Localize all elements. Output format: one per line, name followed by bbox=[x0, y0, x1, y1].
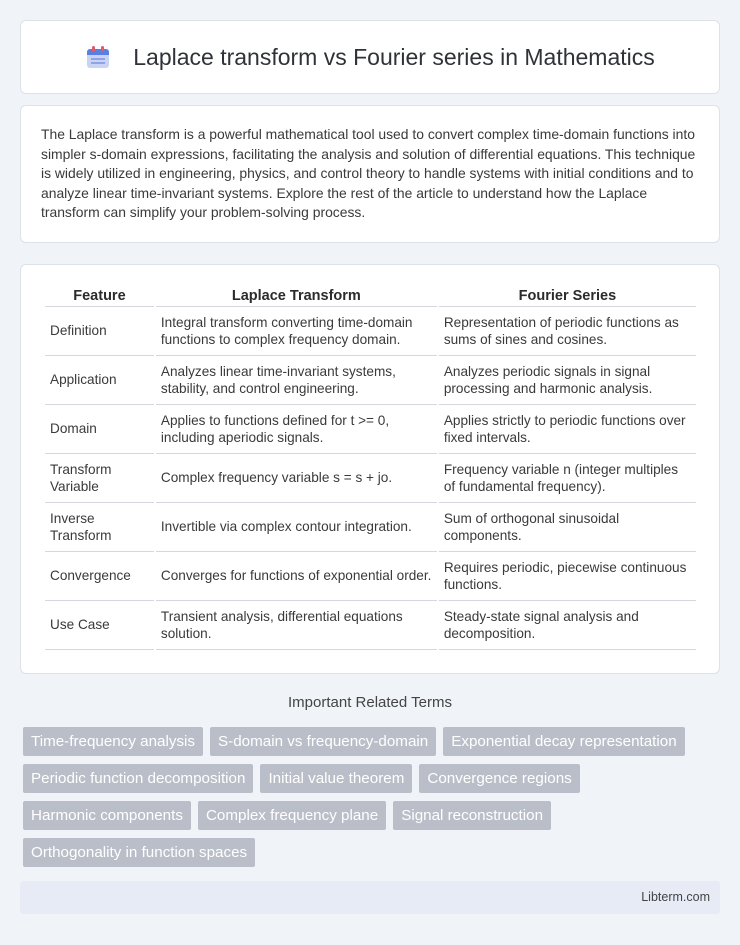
feature-cell: Inverse Transform bbox=[45, 503, 154, 552]
related-term-tag[interactable]: Complex frequency plane bbox=[198, 801, 386, 830]
footer bbox=[20, 881, 720, 914]
feature-cell: Transform Variable bbox=[45, 454, 154, 503]
table-row bbox=[45, 503, 696, 552]
table-row bbox=[45, 356, 696, 405]
column-header: Feature bbox=[45, 285, 154, 307]
comparison-table bbox=[43, 285, 698, 650]
table-row bbox=[45, 405, 696, 454]
laplace-cell: Integral transform converting time-domain functions to complex frequency domain. bbox=[156, 307, 437, 356]
header-card bbox=[20, 20, 720, 94]
feature-cell: Use Case bbox=[45, 601, 154, 650]
page-title: Laplace transform vs Fourier series in Mathematics bbox=[133, 43, 655, 70]
calendar-icon bbox=[85, 44, 111, 70]
feature-cell: Application bbox=[45, 356, 154, 405]
fourier-cell: Requires periodic, piecewise continuous functions. bbox=[439, 552, 696, 601]
laplace-cell: Applies to functions defined for t >= 0, including aperiodic signals. bbox=[156, 405, 437, 454]
fourier-cell: Representation of periodic functions as sums of sines and cosines. bbox=[439, 307, 696, 356]
table-header-row bbox=[45, 285, 696, 307]
feature-cell: Convergence bbox=[45, 552, 154, 601]
table-row bbox=[45, 454, 696, 503]
laplace-cell: Invertible via complex contour integration. bbox=[156, 503, 437, 552]
feature-cell: Domain bbox=[45, 405, 154, 454]
fourier-cell: Sum of orthogonal sinusoidal components. bbox=[439, 503, 696, 552]
related-term-tag[interactable]: Periodic function decomposition bbox=[23, 764, 253, 793]
fourier-cell: Frequency variable n (integer multiples of fundamental frequency). bbox=[439, 454, 696, 503]
related-term-tag[interactable]: Initial value theorem bbox=[260, 764, 412, 793]
fourier-cell: Analyzes periodic signals in signal processing and harmonic analysis. bbox=[439, 356, 696, 405]
fourier-cell: Steady-state signal analysis and decomposition. bbox=[439, 601, 696, 650]
table-row bbox=[45, 307, 696, 356]
fourier-cell: Applies strictly to periodic functions over fixed intervals. bbox=[439, 405, 696, 454]
related-terms-list bbox=[23, 727, 723, 875]
intro-text: The Laplace transform is a powerful mathematical tool used to convert complex time-domain functions into simpler s-domain expressions, facilitating the analysis and solution of differential equations. This technique is widely utilized in engineering, physics, and control theory to handle systems with initial conditions and to analyze linear time-invariant systems. Explore the rest of the article to understand how the Laplace transform can simplify your problem-solving process. bbox=[41, 126, 696, 221]
table-row bbox=[45, 552, 696, 601]
column-header: Laplace Transform bbox=[156, 285, 437, 307]
laplace-cell: Analyzes linear time-invariant systems, stability, and control engineering. bbox=[156, 356, 437, 405]
related-term-tag[interactable]: Time-frequency analysis bbox=[23, 727, 203, 756]
related-term-tag[interactable]: Exponential decay representation bbox=[443, 727, 684, 756]
laplace-cell: Converges for functions of exponential order. bbox=[156, 552, 437, 601]
column-header: Fourier Series bbox=[439, 285, 696, 307]
related-term-tag[interactable]: S-domain vs frequency-domain bbox=[210, 727, 436, 756]
intro-card bbox=[20, 105, 720, 243]
related-term-tag[interactable]: Harmonic components bbox=[23, 801, 191, 830]
related-term-tag[interactable]: Orthogonality in function spaces bbox=[23, 838, 255, 867]
feature-cell: Definition bbox=[45, 307, 154, 356]
laplace-cell: Transient analysis, differential equations solution. bbox=[156, 601, 437, 650]
related-terms-title: Important Related Terms bbox=[288, 694, 452, 711]
comparison-table-card bbox=[20, 264, 720, 674]
related-term-tag[interactable]: Signal reconstruction bbox=[393, 801, 551, 830]
laplace-cell: Complex frequency variable s = s + jo. bbox=[156, 454, 437, 503]
footer-site-link[interactable]: Libterm.com bbox=[641, 890, 710, 904]
related-term-tag[interactable]: Convergence regions bbox=[419, 764, 579, 793]
table-row bbox=[45, 601, 696, 650]
